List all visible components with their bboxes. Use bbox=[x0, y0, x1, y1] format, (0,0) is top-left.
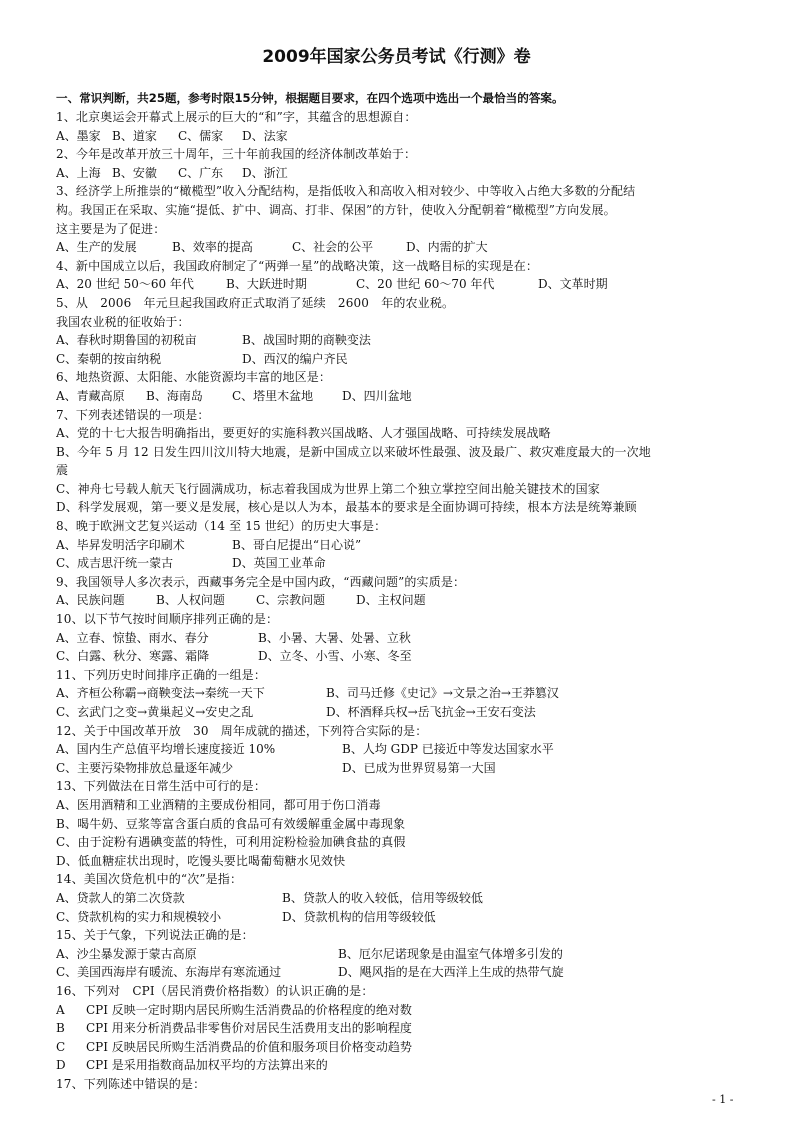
line-text: 11、下列历史时间排序正确的一组是： bbox=[56, 667, 266, 682]
line-text: 3、经济学上所推崇的“橄榄型”收入分配结构，是指低收入和高收入相对较少、中等收入占绝大多数的分配结 bbox=[56, 184, 636, 199]
line-text: 4、新中国成立以后，我国政府制定了“两弹一星”的战略决策，这一战略目标的实现是在： bbox=[56, 258, 539, 273]
option-text: C、主要污染物排放总量逐年减少 bbox=[56, 760, 234, 775]
option-text: C、宗教问题 bbox=[256, 593, 326, 608]
line-text: B、喝牛奶、豆浆等富含蛋白质的食品可有效缓解重金属中毒现象 bbox=[56, 816, 406, 831]
option-text: A、墨家 bbox=[56, 128, 101, 143]
line-text: B、今年 5 月 12 日发生四川汶川特大地震，是新中国成立以来破坏性最强、波及最广、救灾难度最大的一次地 bbox=[56, 444, 651, 459]
option-text: C、20 世纪 60～70 年代 bbox=[356, 277, 495, 292]
option-text: D、内需的扩大 bbox=[406, 240, 488, 255]
option-row bbox=[56, 275, 746, 294]
option-text: A、20 世纪 50～60 年代 bbox=[56, 277, 194, 292]
line-text: 13、下列做法在日常生活中可行的是： bbox=[56, 779, 266, 794]
option-row bbox=[56, 1038, 746, 1057]
text-line bbox=[56, 368, 746, 387]
option-row bbox=[56, 591, 746, 610]
option-text: B、战国时期的商鞅变法 bbox=[242, 333, 371, 348]
line-text: 5、从 2006 年元旦起我国政府正式取消了延续 2600 年的农业税。 bbox=[56, 295, 455, 310]
option-text: CPI 是采用指数商品加权平均的方法算出来的 bbox=[86, 1058, 328, 1073]
option-row bbox=[56, 387, 746, 406]
option-text: B、效率的提高 bbox=[172, 240, 253, 255]
option-text: B、司马迁修《史记》→文景之治→王莽篡汉 bbox=[326, 686, 559, 701]
option-row bbox=[56, 945, 746, 964]
option-row bbox=[56, 164, 746, 183]
option-text: C、成吉思汗统一蒙古 bbox=[56, 556, 174, 571]
section-heading: 一、常识判断，共25题，参考时限15分钟，根据题目要求，在四个选项中选出一个最恰当的答案。 bbox=[56, 91, 564, 105]
option-text: A、立春、惊蛰、雨水、春分 bbox=[56, 630, 209, 645]
option-row bbox=[56, 629, 746, 648]
line-text: 12、关于中国改革开放 30 周年成就的描述，下列符合实际的是： bbox=[56, 723, 428, 738]
line-text: A、医用酒精和工业酒精的主要成份相同，都可用于伤口消毒 bbox=[56, 797, 381, 812]
option-text: C、儒家 bbox=[178, 128, 224, 143]
text-line bbox=[56, 201, 746, 220]
line-text: D、科学发展观，第一要义是发展，核心是以人为本，最基本的要求是全面协调可持续，根本方法是统筹兼顾 bbox=[56, 500, 637, 515]
option-row bbox=[56, 740, 746, 759]
text-line bbox=[56, 666, 746, 685]
option-text: A bbox=[56, 1002, 65, 1017]
option-text: A、国内生产总值平均增长速度接近 10% bbox=[56, 742, 276, 757]
option-text: CPI 反映一定时期内居民所购生活消费品的价格程度的绝对数 bbox=[86, 1002, 412, 1017]
document-title: 2009年国家公务员考试《行测》卷 bbox=[262, 47, 531, 67]
option-text: A、贷款人的第二次贷款 bbox=[56, 890, 185, 905]
option-text: B、人权问题 bbox=[156, 593, 225, 608]
text-line bbox=[56, 833, 746, 852]
option-text: B、贷款人的收入较低，信用等级较低 bbox=[282, 890, 483, 905]
option-row bbox=[56, 331, 746, 350]
option-text: B、小暑、大暑、处暑、立秋 bbox=[258, 630, 411, 645]
question-body bbox=[56, 108, 746, 1093]
line-text: 7、下列表述错误的一项是： bbox=[56, 407, 210, 422]
option-text: D、贷款机构的信用等级较低 bbox=[282, 909, 436, 924]
text-line bbox=[56, 108, 746, 127]
line-text: A、党的十七大报告明确指出，要更好的实施科教兴国战略、人才强国战略、可持续发展战略 bbox=[56, 426, 551, 441]
line-text: 9、我国领导人多次表示，西藏事务完全是中国内政，“西藏问题”的实质是： bbox=[56, 574, 466, 589]
option-text: A、上海 bbox=[56, 165, 101, 180]
text-line bbox=[56, 982, 746, 1001]
option-text: D、立冬、小雪、小寒、冬至 bbox=[258, 649, 412, 664]
line-text: 我国农业税的征收始于： bbox=[56, 314, 190, 329]
option-text: C、玄武门之变→黄巢起义→安史之乱 bbox=[56, 705, 254, 719]
option-text: B、厄尔尼诺现象是由温室气体增多引发的 bbox=[338, 946, 563, 961]
line-text: D、低血糖症状出现时，吃馒头要比喝葡萄糖水见效快 bbox=[56, 853, 346, 868]
line-text: 15、关于气象，下列说法正确的是： bbox=[56, 928, 254, 943]
line-text: 构。我国正在采取、实施“提低、扩中、调高、打非、保困”的方针，使收入分配朝着“橄榄型”方向发展。 bbox=[56, 202, 616, 217]
text-line bbox=[56, 480, 746, 499]
option-text: CPI 用来分析消费品非零售价对居民生活费用支出的影响程度 bbox=[86, 1021, 412, 1036]
page-number: - 1 - bbox=[712, 1093, 734, 1106]
text-line bbox=[56, 313, 746, 332]
option-text: A、民族问题 bbox=[56, 593, 125, 608]
option-text: D、主权问题 bbox=[356, 593, 426, 608]
line-text: 震 bbox=[56, 463, 69, 478]
text-line bbox=[56, 406, 746, 425]
text-line bbox=[56, 777, 746, 796]
line-text: 2、今年是改革开放三十周年，三十年前我国的经济体制改革始于： bbox=[56, 147, 417, 162]
text-line bbox=[56, 443, 746, 462]
text-line bbox=[56, 517, 746, 536]
text-line bbox=[56, 294, 746, 313]
option-text: B、人均 GDP 已接近中等发达国家水平 bbox=[342, 742, 554, 757]
line-text: 17、下列陈述中错误的是： bbox=[56, 1076, 206, 1091]
option-row bbox=[56, 1001, 746, 1020]
option-text: C、社会的公平 bbox=[292, 240, 374, 255]
option-text: D、西汉的编户齐民 bbox=[242, 351, 348, 366]
option-text: D、四川盆地 bbox=[342, 388, 412, 403]
text-line bbox=[56, 182, 746, 201]
line-text: 16、下列对 CPI（居民消费价格指数）的认识正确的是： bbox=[56, 983, 374, 998]
option-text: D、杯酒释兵权→岳飞抗金→王安石变法 bbox=[326, 705, 536, 719]
option-text: C、白露、秋分、寒露、霜降 bbox=[56, 649, 210, 664]
text-line bbox=[56, 852, 746, 871]
text-line bbox=[56, 1075, 746, 1094]
option-text: C bbox=[56, 1039, 66, 1054]
option-text: D、英国工业革命 bbox=[232, 556, 326, 571]
option-text: CPI 反映居民所购生活消费品的价值和服务项目价格变动趋势 bbox=[86, 1039, 412, 1054]
line-text: 这主要是为了促进： bbox=[56, 221, 166, 236]
text-line bbox=[56, 610, 746, 629]
option-row bbox=[56, 350, 746, 369]
option-text: B、安徽 bbox=[112, 165, 157, 180]
option-text: D、浙江 bbox=[242, 165, 288, 180]
option-text: C、贷款机构的实力和规模较小 bbox=[56, 909, 222, 924]
option-row bbox=[56, 1056, 746, 1075]
option-text: A、青藏高原 bbox=[56, 388, 125, 403]
text-line bbox=[56, 815, 746, 834]
option-text: C、秦朝的按亩纳税 bbox=[56, 351, 162, 366]
text-line bbox=[56, 870, 746, 889]
option-row bbox=[56, 238, 746, 257]
text-line bbox=[56, 461, 746, 480]
option-text: C、美国西海岸有暖流、东海岸有寒流通过 bbox=[56, 965, 282, 980]
option-row bbox=[56, 703, 746, 722]
option-text: A、春秋时期鲁国的初税亩 bbox=[56, 333, 197, 348]
option-row bbox=[56, 889, 746, 908]
text-line bbox=[56, 220, 746, 239]
text-line bbox=[56, 145, 746, 164]
option-text: A、毕昇发明活字印刷术 bbox=[56, 537, 185, 552]
line-text: C、由于淀粉有遇碘变蓝的特性，可利用淀粉检验加碘食盐的真假 bbox=[56, 835, 406, 850]
option-text: B bbox=[56, 1021, 65, 1036]
text-line bbox=[56, 257, 746, 276]
line-text: 8、晚于欧洲文艺复兴运动（14 至 15 世纪）的历史大事是： bbox=[56, 519, 387, 534]
text-line bbox=[56, 796, 746, 815]
option-row bbox=[56, 127, 746, 146]
option-text: B、道家 bbox=[112, 128, 157, 143]
line-text: 6、地热资源、太阳能、水能资源均丰富的地区是： bbox=[56, 370, 332, 385]
option-row bbox=[56, 908, 746, 927]
option-text: D、法家 bbox=[242, 128, 288, 143]
option-row bbox=[56, 1019, 746, 1038]
option-text: B、大跃进时期 bbox=[226, 277, 307, 292]
option-row bbox=[56, 684, 746, 703]
option-text: B、哥白尼提出“日心说” bbox=[232, 537, 362, 552]
option-text: D、文革时期 bbox=[538, 277, 608, 292]
option-row bbox=[56, 536, 746, 555]
option-row bbox=[56, 554, 746, 573]
option-text: A、齐桓公称霸→商鞅变法→秦统一天下 bbox=[56, 686, 265, 701]
line-text: 1、北京奥运会开幕式上展示的巨大的“和”字，其蕴含的思想源自： bbox=[56, 110, 417, 124]
option-text: A、生产的发展 bbox=[56, 240, 137, 255]
text-line bbox=[56, 424, 746, 443]
text-line bbox=[56, 498, 746, 517]
option-text: C、塔里木盆地 bbox=[232, 388, 314, 403]
option-row bbox=[56, 963, 746, 982]
option-text: C、广东 bbox=[178, 165, 224, 180]
option-text: A、沙尘暴发源于蒙古高原 bbox=[56, 946, 197, 961]
text-line bbox=[56, 722, 746, 741]
option-row bbox=[56, 759, 746, 778]
text-line bbox=[56, 573, 746, 592]
line-text: 14、美国次贷危机中的“次”是指： bbox=[56, 872, 243, 887]
option-text: D、飓风指的是在大西洋上生成的热带气旋 bbox=[338, 965, 564, 980]
line-text: C、神舟七号载人航天飞行圆满成功，标志着我国成为世界上第二个独立掌控空间出舱关键技术的国家 bbox=[56, 481, 600, 496]
text-line bbox=[56, 926, 746, 945]
line-text: 10、以下节气按时间顺序排列正确的是： bbox=[56, 612, 279, 627]
option-text: B、海南岛 bbox=[146, 388, 203, 403]
option-text: D bbox=[56, 1058, 66, 1073]
option-row bbox=[56, 647, 746, 666]
option-text: D、已成为世界贸易第一大国 bbox=[342, 760, 496, 775]
